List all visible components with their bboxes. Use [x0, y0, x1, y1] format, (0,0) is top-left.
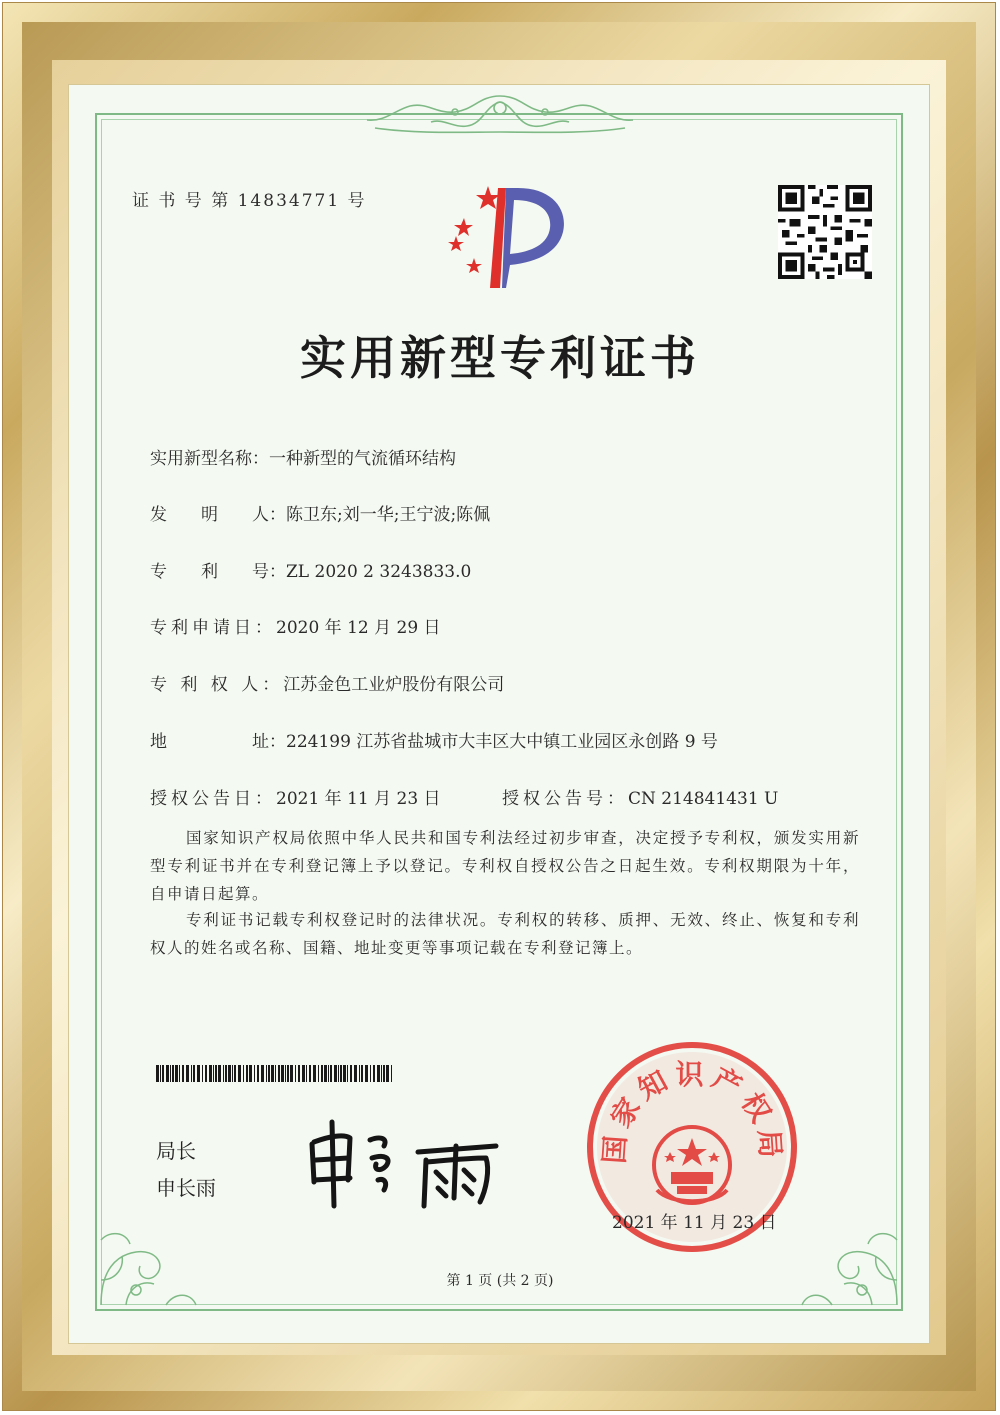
- field-label: 地 址：: [150, 732, 286, 752]
- page-number: 第 1 页 (共 2 页): [446, 1273, 554, 1289]
- field-application-date: [150, 613, 441, 638]
- certificate-number: 证 书 号 第 14834771 号: [132, 191, 367, 211]
- director-name: 申长雨: [156, 1176, 216, 1200]
- field-grant-date: [150, 784, 441, 809]
- body-paragraph-1: 国家知识产权局依照中华人民共和国专利法经过初步审查，决定授予专利权，颁发实用新型专利证书并在专利登记簿上予以登记。专利权自授权公告之日起生效。专利权期限为十年，自申请日起算。: [150, 829, 860, 903]
- field-label: 授权公告号：: [502, 789, 628, 809]
- field-inventor: [150, 500, 490, 525]
- field-value: 2021 年 11 月 23 日: [276, 789, 441, 809]
- field-grant-number: [502, 784, 778, 809]
- field-label: 专 利 号：: [150, 562, 286, 582]
- field-value: 一种新型的气流循环结构: [269, 449, 456, 469]
- field-label: 专 利 权 人：: [150, 675, 284, 695]
- field-label: 专利申请日：: [150, 618, 276, 638]
- cnipa-logo-icon: [428, 180, 573, 292]
- qr-code-icon: [778, 185, 872, 279]
- field-address: [150, 727, 718, 752]
- field-value: 224199 江苏省盐城市大丰区大中镇工业园区永创路 9 号: [286, 732, 718, 752]
- field-patentee: [150, 670, 504, 695]
- field-value: ZL 2020 2 3243833.0: [286, 562, 472, 582]
- barcode-icon: [156, 1065, 392, 1082]
- top-ornament-icon: [355, 88, 645, 138]
- field-label: 实用新型名称：: [150, 449, 269, 469]
- field-value: 2020 年 12 月 29 日: [276, 618, 441, 638]
- field-label: 发 明 人：: [150, 505, 286, 525]
- field-label: 授权公告日：: [150, 789, 276, 809]
- signature-icon: [300, 1110, 510, 1210]
- field-value: 江苏金色工业炉股份有限公司: [283, 675, 505, 695]
- field-value: CN 214841431 U: [628, 789, 779, 809]
- seal-date: 2021 年 11 月 23 日: [612, 1213, 777, 1233]
- director-title: 局长: [156, 1139, 196, 1163]
- body-paragraph-2: 专利证书记载专利权登记时的法律状况。专利权的转移、质押、无效、终止、恢复和专利权人的姓名或名称、国籍、地址变更等事项记载在专利登记簿上。: [150, 911, 860, 957]
- field-value: 陈卫东;刘一华;王宁波;陈佩: [286, 505, 491, 525]
- seal-text: 国家知识产权局: [597, 1057, 788, 1165]
- field-patent-number: [150, 557, 471, 582]
- certificate-title: 实用新型专利证书: [300, 331, 700, 385]
- field-utility-model-name: [150, 444, 456, 469]
